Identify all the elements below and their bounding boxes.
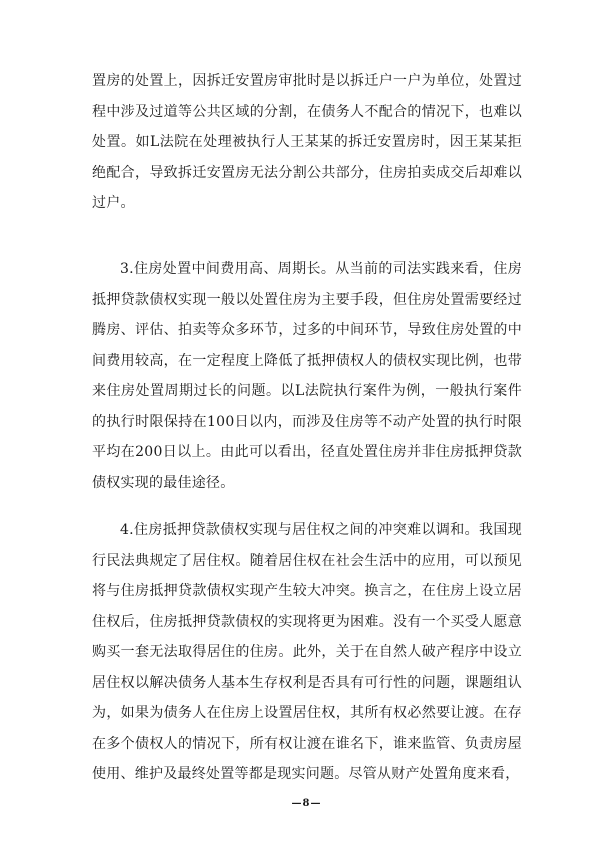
paragraph-continuation: 置房的处置上，因拆迁安置房审批时是以拆迁户一户为单位，处置过程中涉及过道等公共区域的分割，在债务人不配合的情况下，也难以处置。如L法院在处理被执行人王某某的拆迁安置房时，因王某某拒绝配合，导致拆迁安置房无法分割公共部分，住房拍卖成交后却难以过户。 xyxy=(92,73,522,211)
paragraph-item-3: 3.住房处置中间费用高、周期长。从当前的司法实践来看，住房抵押贷款债权实现一般以处置住房为主要手段，但住房处置需要经过腾房、评估、拍卖等众多环节，过多的中间环节，导致住房处置的中间费用较高，在一定程度上降低了抵押债权人的债权实现比例，也带来住房处置周期过长的问题。以L法院执行案件为例，一般执行案件的执行时限保持在100日以内，而涉及住房等不动产处置的执行时限平均在200日以上。由此可以看出，径直处置住房并非住房抵押贷款债权实现的最佳途径。 xyxy=(92,261,522,491)
page-number: —8— xyxy=(291,798,322,809)
paragraph-item-4: 4.住房抵押贷款债权实现与居住权之间的冲突难以调和。我国现行民法典规定了居住权。随着居住权在社会生活中的应用，可以预见将与住房抵押贷款债权实现产生较大冲突。换言之，在住房上设立居住权后，住房抵押贷款债权的实现将更为困难。没有一个买受人愿意购买一套无法取得居住的住房。此外，关于在自然人破产程序中设立居住权以解决债务人基本生存权利是否具有可行性的问题，课题组认为，如果为债务人在住房上设置居住权，其所有权必然要让渡。在存在多个债权人的情况下，所有权让渡在谁名下，谁来监管、负责房屋使用、维护及最终处置等都是现实问题。尽管从财产处置角度来看， xyxy=(92,522,522,782)
